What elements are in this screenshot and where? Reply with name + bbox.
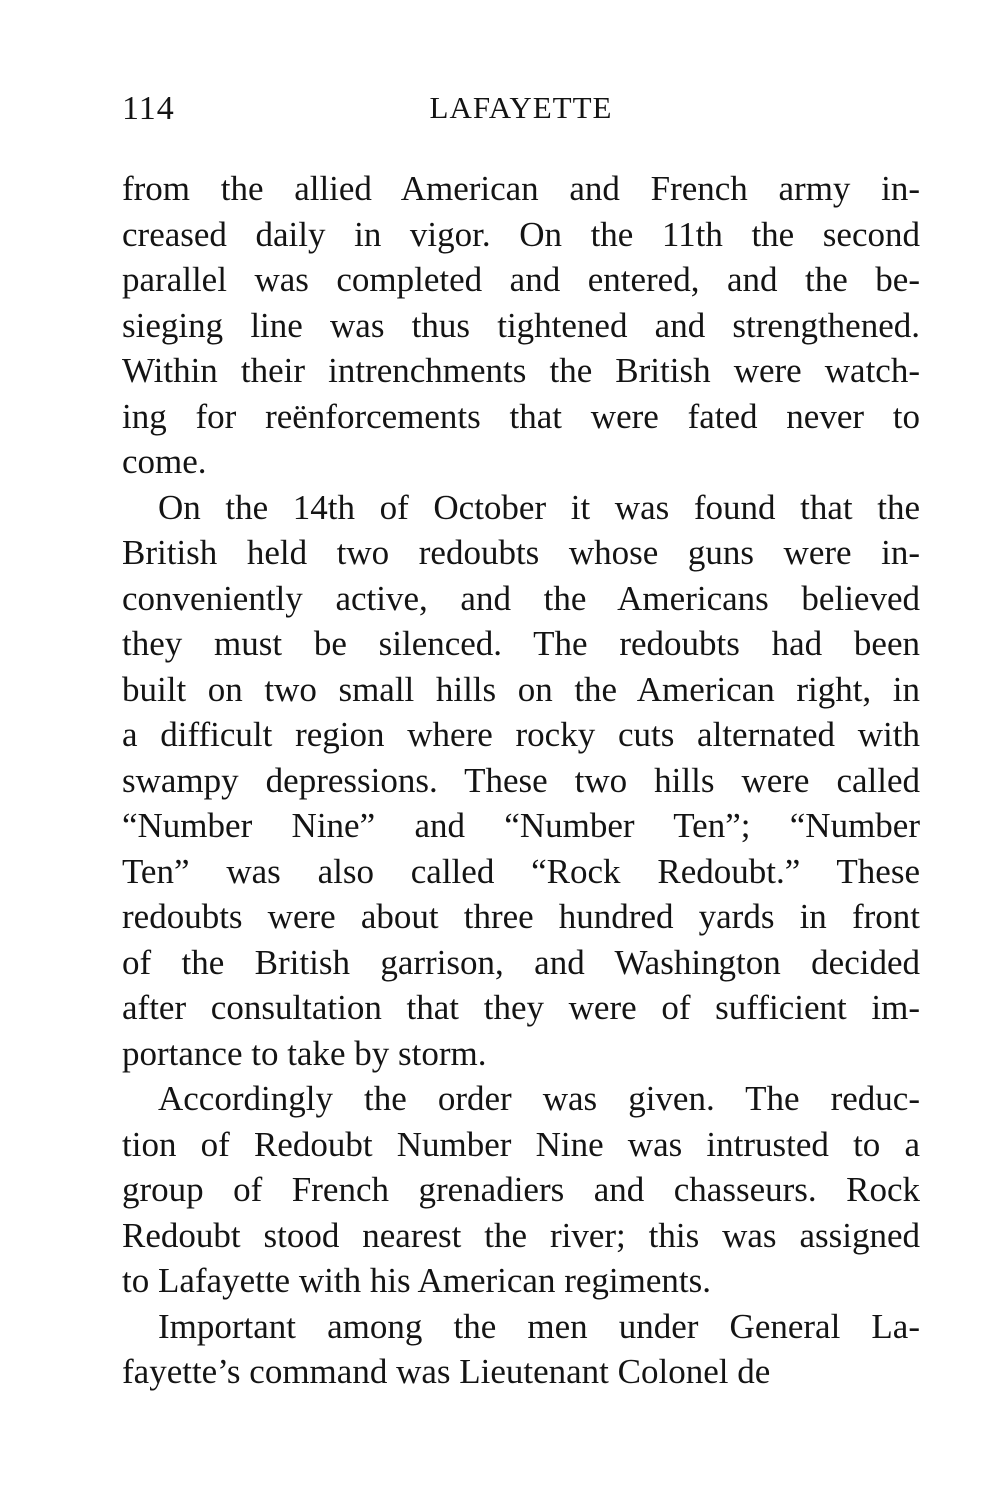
text-line: Within their intrenchments the British were watch- — [122, 351, 920, 390]
text-line: redoubts were about three hundred yards in front — [122, 897, 920, 936]
paragraph — [122, 166, 920, 485]
text-line: Accordingly the order was given. The reduc- — [158, 1079, 920, 1118]
text-line: creased daily in vigor. On the 11th the second — [122, 214, 920, 254]
paragraph — [122, 485, 920, 1077]
text-line: they must be silenced. The redoubts had been — [122, 624, 920, 663]
text-line: British held two redoubts whose guns were in- — [122, 533, 920, 572]
text-line: a difficult region where rocky cuts alternated with — [122, 715, 920, 754]
text-line: portance to take by storm. — [122, 1033, 487, 1073]
body-text — [122, 166, 920, 1395]
text-line: conveniently active, and the Americans believed — [122, 578, 920, 618]
text-line: to Lafayette with his American regiments. — [122, 1261, 711, 1300]
text-line: Redoubt stood nearest the river; this was assigned — [122, 1215, 920, 1255]
paragraph — [122, 1304, 920, 1395]
text-line: Important among the men under General La- — [158, 1306, 920, 1346]
text-line: parallel was completed and entered, and the be- — [122, 260, 920, 299]
text-line: group of French grenadiers and chasseurs. Rock — [122, 1170, 920, 1209]
running-head — [122, 90, 920, 136]
text-line: fayette’s command was Lieutenant Colonel de — [122, 1352, 771, 1391]
text-line: from the allied American and French army in- — [122, 169, 920, 208]
text-line: tion of Redoubt Number Nine was intrusted to a — [122, 1124, 920, 1164]
text-line: ing for reënforcements that were fated never to — [122, 396, 920, 436]
text-line: Ten” was also called “Rock Redoubt.” These — [122, 851, 920, 891]
text-line: after consultation that they were of sufficient im- — [122, 988, 920, 1027]
text-line: On the 14th of October it was found that the — [158, 487, 920, 527]
text-line: swampy depressions. These two hills were called — [122, 760, 920, 800]
running-title: LAFAYETTE — [429, 90, 613, 125]
text-line: come. — [122, 442, 207, 481]
page-number: 114 — [122, 90, 175, 127]
text-line: “Number Nine” and “Number Ten”; “Number — [122, 806, 920, 845]
paragraph — [122, 1076, 920, 1304]
text-line: sieging line was thus tightened and strengthened. — [122, 305, 920, 345]
text-line: of the British garrison, and Washington decided — [122, 942, 920, 982]
text-line: built on two small hills on the American right, in — [122, 669, 920, 709]
